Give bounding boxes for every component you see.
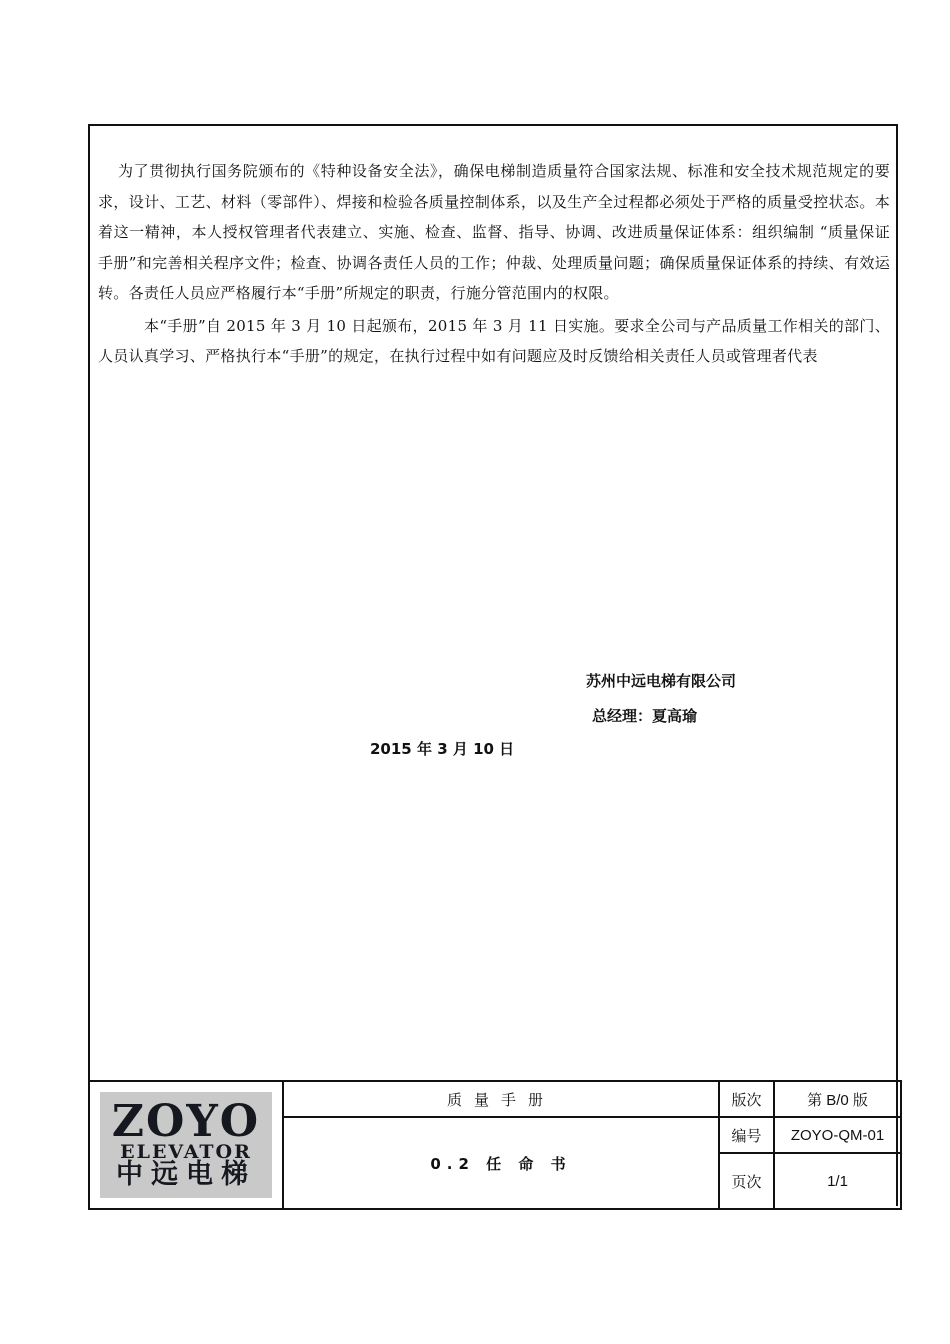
version-value: 第 B/0 版: [774, 1081, 901, 1117]
logo-wordmark: ZOYO: [111, 1096, 261, 1147]
number-label: 编号: [719, 1117, 774, 1153]
page-value: 1/1: [774, 1153, 901, 1209]
zoyo-elevator-logo: [100, 1092, 272, 1198]
page-label: 页次: [719, 1153, 774, 1209]
logo-subtitle: ELEVATOR: [120, 1141, 252, 1163]
company-logo-cell: [89, 1081, 283, 1209]
manual-label: 质量手册: [283, 1081, 719, 1117]
signature-date: 2015 年 3 月 10 日: [370, 740, 515, 758]
document-title: 0.2 任 命 书: [283, 1117, 719, 1209]
number-value: ZOYO-QM-01: [774, 1117, 901, 1153]
version-label: 版次: [719, 1081, 774, 1117]
document-footer-table: [88, 1080, 902, 1210]
body-paragraph-1: 为了贯彻执行国务院颁布的《特种设备安全法》，确保电梯制造质量符合国家法规、标准和安全技术规范规定的要求，设计、工艺、材料（零部件）、焊接和检验各质量控制体系，以及生产全过程都必须处于严格的质量受控状态。本着这一精神，本人授权管理者代表建立、实施、检查、监督、指导、协调、改进质量保证体系：组织编制 “质量保证手册”和完善相关程序文件；检查、协调各责任人员的工作；仲裁、处理质量问题；确保质量保证体系的持续、有效运转。各责任人员应严格履行本“手册”所规定的职责，行施分管范围内的权限。: [98, 162, 890, 302]
appointment-body: [98, 156, 890, 372]
company-name: 苏州中远电梯有限公司: [586, 672, 737, 690]
body-paragraph-2: 本“手册”自 2015 年 3 月 10 日起颁布，2015 年 3 月 11 日实施。要求全公司与产品质量工作相关的部门、人员认真学习、严格执行本“手册”的规定，在执行过程中如有问题应及时反馈给相关责任人员或管理者代表: [98, 316, 890, 365]
general-manager: 总经理：夏高瑜: [592, 707, 698, 725]
logo-chinese-name: 中远电梯: [116, 1159, 256, 1190]
